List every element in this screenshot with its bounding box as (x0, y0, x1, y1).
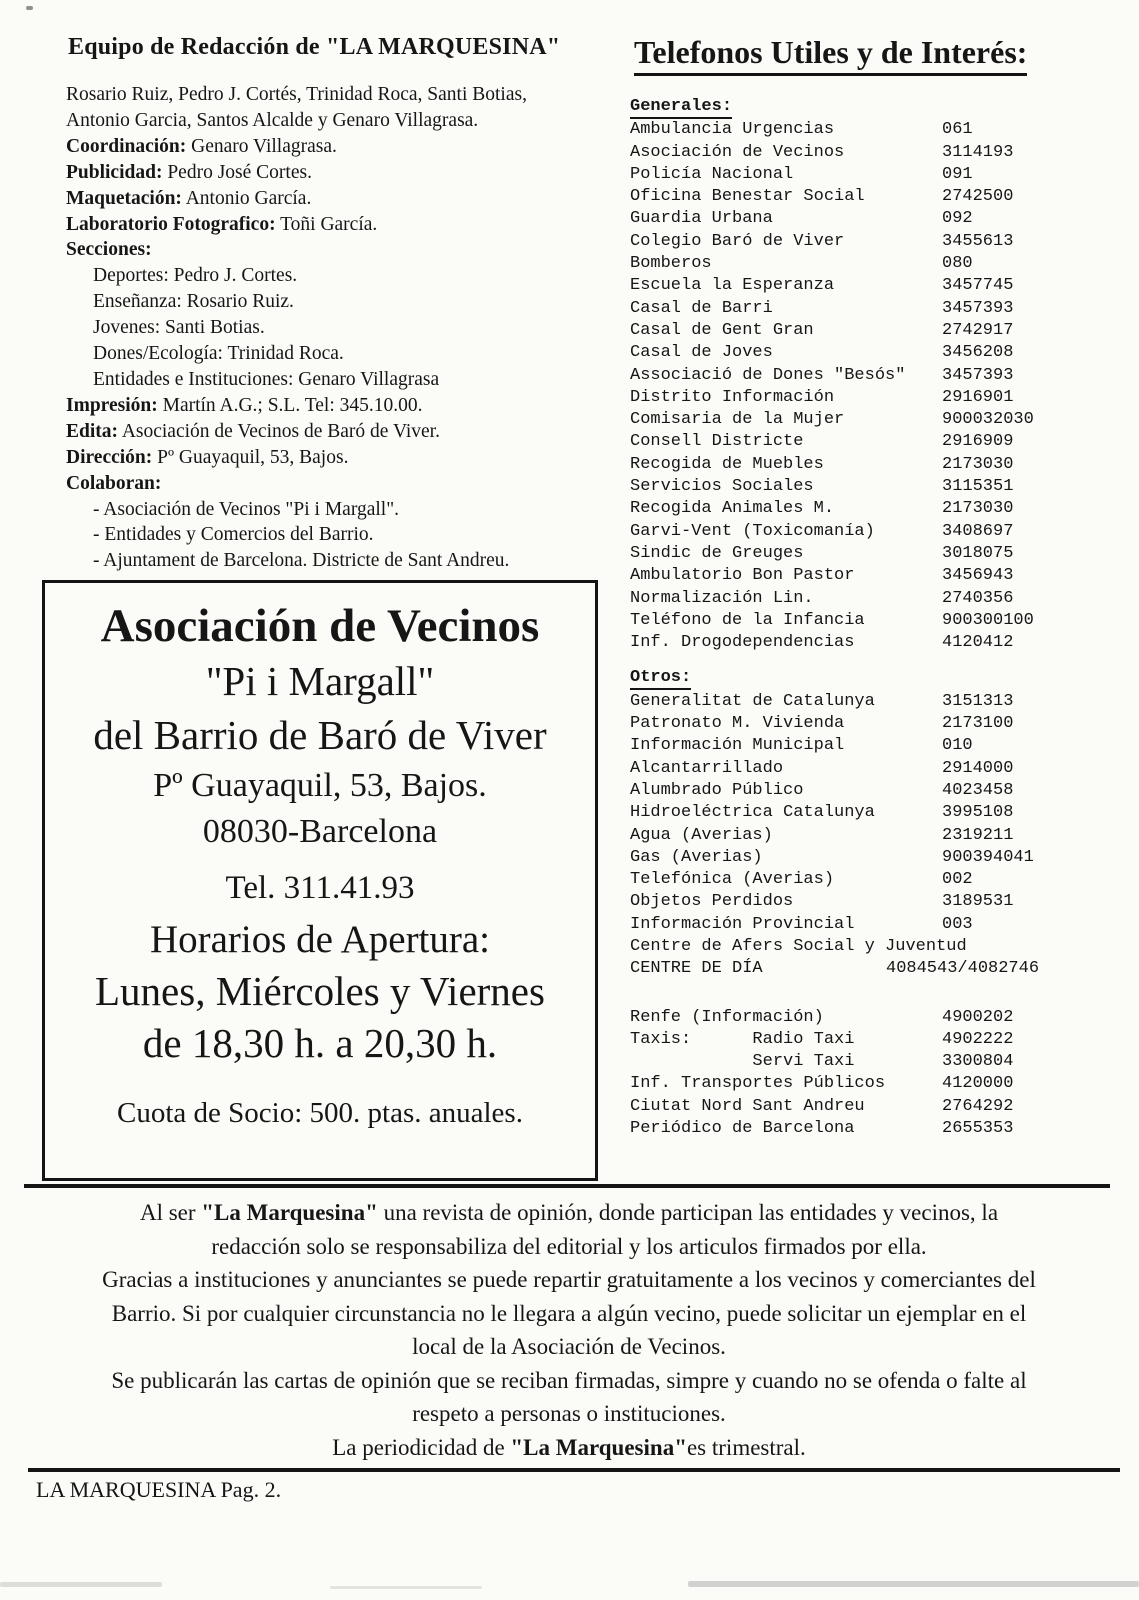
phone-directory (630, 34, 1135, 1140)
credit-line: Impresión: Martín A.G.; S.L. Tel: 345.10.00. (66, 394, 423, 416)
phone-number: 010 (942, 736, 973, 756)
phone-row (630, 735, 1135, 757)
phone-name: Alumbrado Público (630, 780, 804, 800)
phone-row (630, 164, 1135, 186)
phone-number: 2916901 (942, 387, 1014, 407)
credit-line: Laboratorio Fotografico: Toñi García. (66, 213, 378, 235)
ad-box-line: Horarios de Apertura: (149, 918, 491, 961)
phone-number: 3457393 (942, 298, 1014, 318)
phone-number: 4900202 (942, 1007, 1014, 1027)
phone-name: Policía Nacional (630, 164, 794, 184)
phone-name: Comisaria de la Mujer (630, 410, 845, 430)
separator-line (24, 1184, 1110, 1189)
phone-number: 061 (942, 120, 973, 140)
credit-line: - Asociación de Vecinos "Pi i Margall". (93, 498, 400, 520)
phone-number: 3995108 (942, 803, 1014, 823)
phone-number: 080 (942, 254, 973, 274)
phone-number: 2742500 (942, 187, 1014, 207)
phone-number: 3114193 (942, 142, 1014, 162)
credit-line: Jovenes: Santi Botias. (93, 317, 265, 339)
phone-row (630, 298, 1135, 320)
phone-row (630, 409, 1135, 431)
credit-line: - Ajuntament de Barcelona. Districte de Sant Andreu. (93, 550, 510, 572)
phone-name: Patronato M. Vivienda (630, 714, 845, 734)
phone-row (630, 891, 1135, 913)
phone-number: 4023458 (942, 780, 1014, 800)
note-line: Se publicarán las cartas de opinión que se reciban firmadas, simpre y cuando no se ofenda o falte al (111, 1367, 1027, 1393)
phone-row (630, 208, 1135, 230)
credit-line: - Entidades y Comercios del Barrio. (93, 524, 374, 546)
phone-number: 900394041 (942, 847, 1034, 867)
phone-number: 4120412 (942, 633, 1014, 653)
phone-row (630, 825, 1135, 847)
phone-row (630, 186, 1135, 208)
phone-row (630, 610, 1135, 632)
phone-row (630, 431, 1135, 453)
scan-artifact (26, 6, 33, 10)
phone-number: 2173030 (942, 499, 1014, 519)
credit-line: Enseñanza: Rosario Ruiz. (93, 291, 294, 313)
ad-box-line: Lunes, Miércoles y Viernes (95, 968, 545, 1014)
phone-name: Periódico de Barcelona (630, 1119, 855, 1139)
phone-row (630, 691, 1135, 713)
ad-box-line: de 18,30 h. a 20,30 h. (142, 1020, 498, 1066)
phone-row (630, 780, 1135, 802)
phone-row (630, 632, 1135, 654)
phone-section-heading: Otros: (630, 667, 1135, 689)
phone-number: 3455613 (942, 231, 1014, 251)
note-line: Barrio. Si por cualquier circunstancia no le llegara a algún vecino, puede solicitar un ejemplar en el (111, 1300, 1027, 1326)
phone-name: Inf. Drogodependencias (630, 633, 855, 653)
phone-name: CENTRE DE DÍA (630, 959, 763, 979)
phone-name: Recogida de Muebles (630, 454, 824, 474)
phone-name: Taxis: Radio Taxi (630, 1029, 855, 1049)
phone-row (630, 1007, 1135, 1029)
credit-line: Antonio Garcia, Santos Alcalde y Genaro Villagrasa. (66, 109, 479, 131)
phone-row (630, 342, 1135, 364)
note-line: Al ser "La Marquesina" una revista de opinión, donde participan las entidades y vecinos, la (139, 1200, 999, 1225)
credit-line: Dirección: Pº Guayaquil, 53, Bajos. (66, 446, 349, 468)
note-line: Gracias a instituciones y anunciantes se puede repartir gratuitamente a los vecinos y comerciantes del (102, 1267, 1036, 1292)
phone-number: 4120000 (942, 1074, 1014, 1094)
phone-name: Colegio Baró de Viver (630, 231, 845, 251)
credit-line: Dones/Ecología: Trinidad Roca. (93, 343, 344, 365)
credits-section (66, 34, 596, 574)
phone-row (630, 936, 1135, 958)
credit-line: Secciones: (66, 239, 152, 261)
phone-name: Casal de Gent Gran (630, 320, 814, 340)
ad-box-line: Tel. 311.41.93 (225, 870, 415, 906)
phone-number: 3300804 (942, 1052, 1014, 1072)
phone-number: 900300100 (942, 610, 1034, 630)
phone-name: Renfe (Información) (630, 1007, 824, 1027)
phone-row (630, 565, 1135, 587)
phone-row (630, 275, 1135, 297)
phone-row (630, 231, 1135, 253)
phone-name: Escuela la Esperanza (630, 276, 835, 296)
phone-name: Generalitat de Catalunya (630, 691, 875, 711)
ad-box-line: Pº Guayaquil, 53, Bajos. (153, 767, 487, 804)
phone-name: Gas (Averias) (630, 847, 763, 867)
phone-number: 3018075 (942, 543, 1014, 563)
phone-number: 2916909 (942, 432, 1014, 452)
phone-row (630, 758, 1135, 780)
phone-sections (630, 96, 1135, 1140)
phone-name: Ciutat Nord Sant Andreu (630, 1096, 865, 1116)
phone-section (630, 667, 1135, 980)
footer-line (28, 1468, 1120, 1472)
credit-line: Deportes: Pedro J. Cortes. (93, 265, 298, 287)
phone-row (630, 543, 1135, 565)
phone-row (630, 253, 1135, 275)
phone-name: Garvi-Vent (Toxicomanía) (630, 521, 875, 541)
phone-name: Casal de Joves (630, 343, 773, 363)
phone-name: Servicios Sociales (630, 477, 814, 497)
phone-number: 3151313 (942, 691, 1014, 711)
phone-row (630, 958, 1135, 980)
phone-row (630, 1029, 1135, 1051)
phone-row (630, 588, 1135, 610)
phone-name: Ambulatorio Bon Pastor (630, 566, 855, 586)
phone-name: Centre de Afers Social y Juventud (630, 936, 967, 956)
ad-box-line: del Barrio de Baró de Viver (93, 712, 547, 758)
credit-line: Coordinación: Genaro Villagrasa. (66, 135, 337, 157)
phone-number: 2173100 (942, 714, 1014, 734)
phone-name: Información Provincial (630, 914, 855, 934)
phone-number: 3456208 (942, 343, 1014, 363)
credit-line: Colaboran: (66, 472, 162, 494)
credit-line: Edita: Asociación de Vecinos de Baró de Viver. (66, 420, 440, 442)
phone-number: 2319211 (942, 825, 1014, 845)
ad-box-line: "Pi i Margall" (205, 658, 435, 704)
phone-number: 900032030 (942, 410, 1034, 430)
credit-line: Rosario Ruiz, Pedro J. Cortés, Trinidad Roca, Santi Botias, (66, 84, 527, 105)
phone-number: 4902222 (942, 1029, 1014, 1049)
phone-name: Sindic de Greuges (630, 543, 804, 563)
scan-artifact (0, 1582, 162, 1587)
note-line: redacción solo se responsabiliza del editorial y los articulos firmados por ella. (211, 1233, 927, 1259)
phones-title-text: Telefonos Utiles y de Interés: (634, 34, 1027, 76)
phone-name: Recogida Animales M. (630, 499, 835, 519)
note-line: respeto a personas o instituciones. (412, 1401, 726, 1426)
scan-artifact (688, 1581, 1139, 1587)
phone-row (630, 713, 1135, 735)
phone-name: Inf. Transportes Públicos (630, 1074, 886, 1094)
scan-artifact (330, 1586, 482, 1589)
phone-number: 3189531 (942, 892, 1014, 912)
phone-name: Alcantarrillado (630, 758, 784, 778)
phone-number: 3457393 (942, 365, 1014, 385)
phone-name: Teléfono de la Infancia (630, 610, 865, 630)
phone-row (630, 869, 1135, 891)
phone-row (630, 1118, 1135, 1140)
phone-name: Associació de Dones "Besós" (630, 365, 906, 385)
association-ad-box (42, 580, 598, 1181)
phone-number: 2173030 (942, 454, 1014, 474)
phone-row (630, 802, 1135, 824)
phone-name: Casal de Barri (630, 298, 773, 318)
editorial-note (26, 1196, 1112, 1464)
ad-box-line: 08030-Barcelona (202, 813, 438, 850)
phone-number: 092 (942, 209, 973, 229)
phone-row (630, 1096, 1135, 1118)
page-footer: LA MARQUESINA Pag. 2. (36, 1477, 282, 1502)
phone-section (630, 1007, 1135, 1141)
credit-line: Maquetación: Antonio García. (66, 187, 312, 209)
ad-box-line: Cuota de Socio: 500. ptas. anuales. (117, 1097, 523, 1129)
phone-number: 2764292 (942, 1096, 1014, 1116)
phone-row (630, 1051, 1135, 1073)
ad-box-line: Asociación de Vecinos (100, 600, 540, 652)
phone-number: 3408697 (942, 521, 1014, 541)
phone-number: 2740356 (942, 588, 1014, 608)
phone-row (630, 914, 1135, 936)
phone-name: Normalización Lin. (630, 588, 814, 608)
phone-name: Servi Taxi (630, 1052, 855, 1072)
phone-row (630, 119, 1135, 141)
phone-row (630, 521, 1135, 543)
phone-name: Distrito Información (630, 387, 835, 407)
phone-number: 2655353 (942, 1119, 1014, 1139)
phone-name: Objetos Perdidos (630, 892, 794, 912)
credit-line: Entidades e Instituciones: Genaro Villagrasa (93, 368, 440, 390)
phone-number: 091 (942, 164, 973, 184)
phone-number: 3115351 (942, 477, 1014, 497)
note-line: local de la Asociación de Vecinos. (412, 1334, 726, 1359)
phone-row (630, 320, 1135, 342)
phone-number: 4084543/4082746 (886, 959, 1040, 979)
phone-row (630, 387, 1135, 409)
phone-section (630, 96, 1135, 654)
phone-number: 002 (942, 870, 973, 890)
phone-number: 003 (942, 914, 973, 934)
phone-row (630, 498, 1135, 520)
phone-section-heading: Generales: (630, 96, 1135, 118)
phone-name: Hidroeléctrica Catalunya (630, 803, 875, 823)
credit-line: Publicidad: Pedro José Cortes. (66, 161, 312, 183)
phone-name: Bomberos (630, 254, 712, 274)
phone-name: Ambulancia Urgencias (630, 120, 835, 140)
phone-row (630, 365, 1135, 387)
phone-number: 2742917 (942, 320, 1014, 340)
phone-name: Consell Districte (630, 432, 804, 452)
phone-row (630, 142, 1135, 164)
phone-number: 3457745 (942, 276, 1014, 296)
phone-name: Oficina Benestar Social (630, 187, 865, 207)
credits-list (66, 82, 596, 574)
phone-name: Agua (Averias) (630, 825, 773, 845)
phone-row (630, 476, 1135, 498)
phones-title (634, 34, 1135, 71)
phone-name: Información Municipal (630, 736, 845, 756)
note-line: La periodicidad de "La Marquesina"es trimestral. (332, 1434, 806, 1460)
phone-name: Asociación de Vecinos (630, 142, 845, 162)
phone-row (630, 847, 1135, 869)
phone-name: Guardia Urbana (630, 209, 773, 229)
phone-name: Telefónica (Averias) (630, 870, 835, 890)
credits-title: Equipo de Redacción de "LA MARQUESINA" (68, 34, 561, 60)
phone-row (630, 454, 1135, 476)
phone-number: 3456943 (942, 566, 1014, 586)
phone-number: 2914000 (942, 758, 1014, 778)
phone-row (630, 1073, 1135, 1095)
